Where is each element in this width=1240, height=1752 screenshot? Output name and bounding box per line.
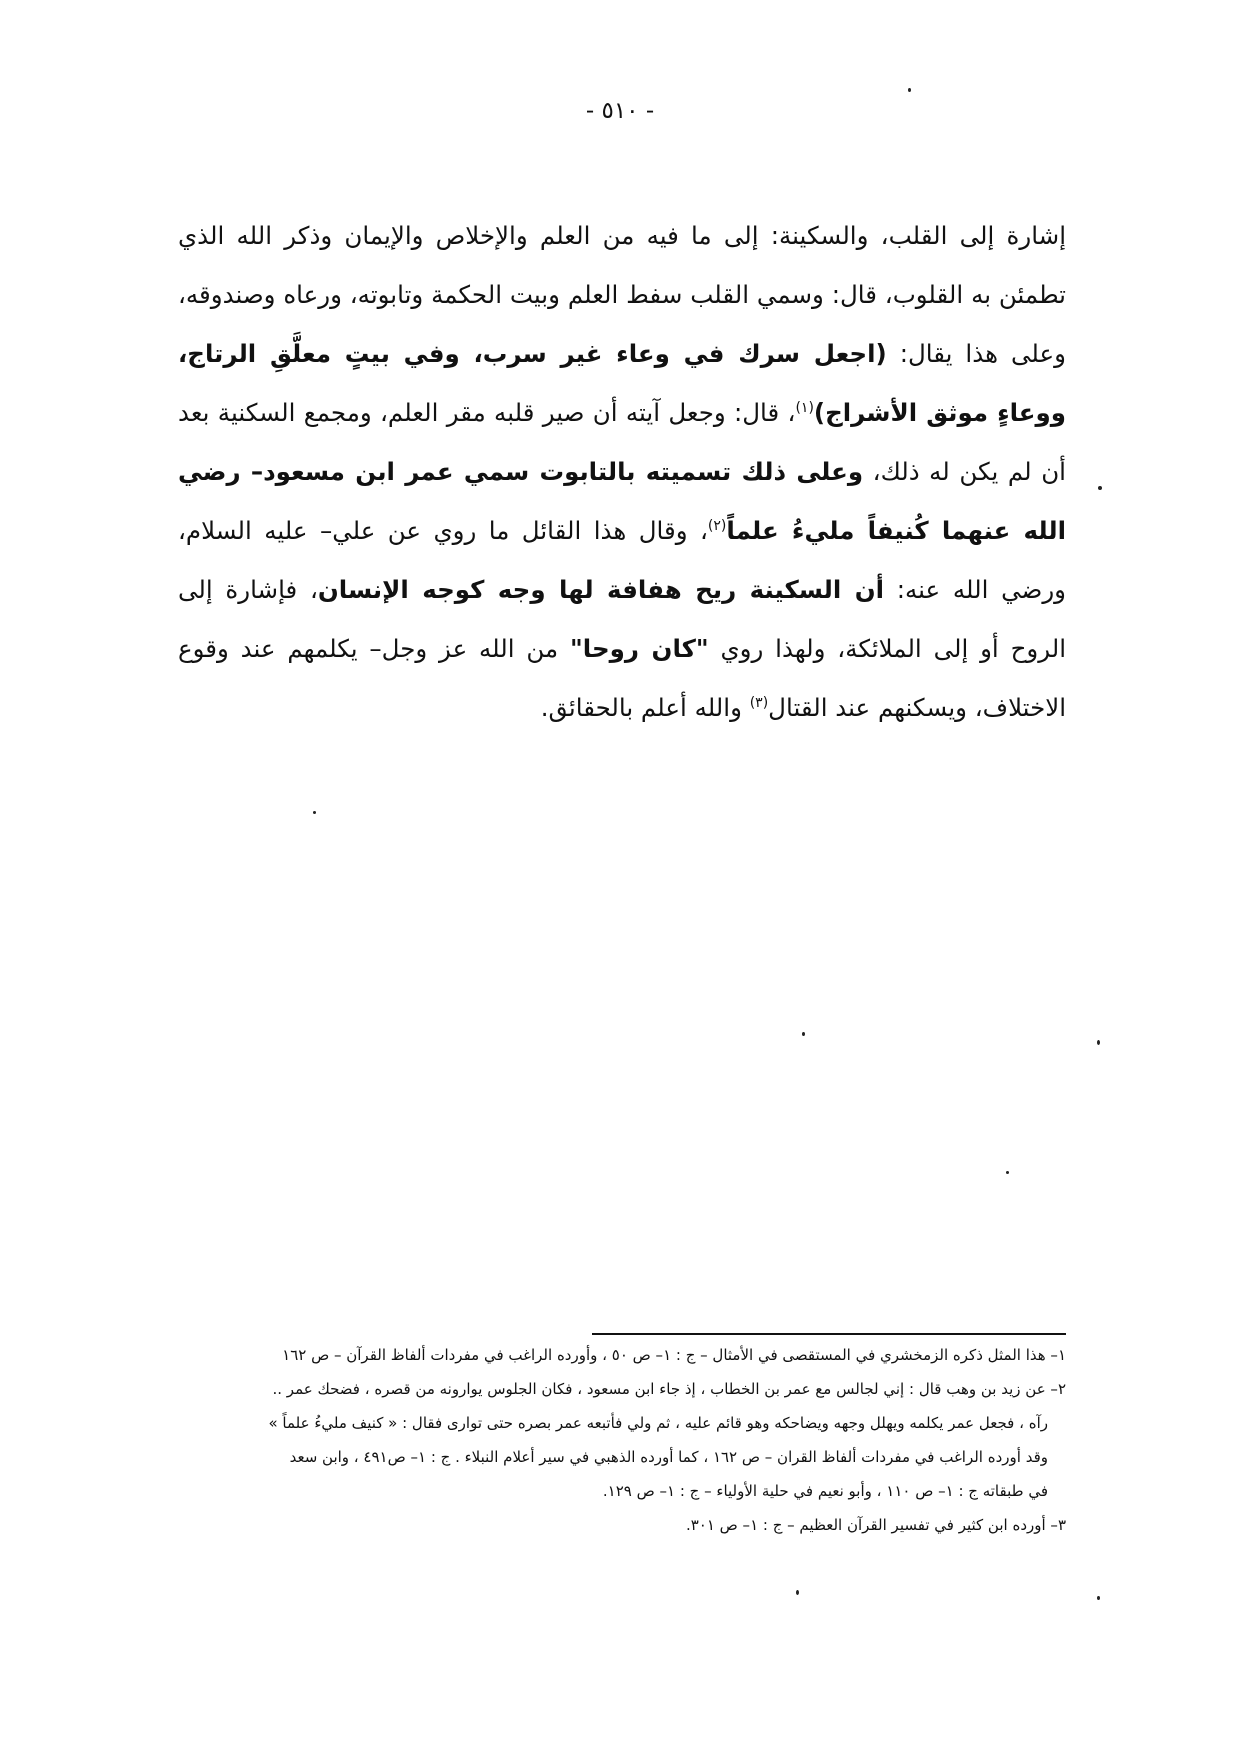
footnote-separator xyxy=(592,1333,1066,1335)
scan-speck xyxy=(313,811,316,814)
bold-phrase-tabut: وعلى ذلك تسميته بالتابوت سمي عمر ابن مسعود– رضي الله عنهما كُنيفاً مليءُ علماً xyxy=(178,457,1066,545)
footnote-ref-3: (٣) xyxy=(749,694,769,711)
footnote-2-line-2: رآه ، فجعل عمر يكلمه ويهلل وجهه ويضاحكه وهو قائم عليه ، ثم ولي فأتبعه عمر بصره حتى توارى فقال : « كنيف مليءُ علماً » xyxy=(268,1414,1048,1432)
main-paragraph xyxy=(178,206,1066,737)
page-number: - ٥١٠ - xyxy=(585,98,655,124)
scan-speck xyxy=(1097,1596,1100,1600)
paragraph-text-1: إشارة إلى القلب، والسكينة: إلى ما فيه من العلم والإخلاص والإيمان وذكر الله الذي تطمئن به القلوب، قال: وسمي القلب سفط العلم وبيت الحكمة وتابوته، ورعاه وصندوقه، وعلى هذا يقال: xyxy=(178,221,1066,368)
footnote-3 xyxy=(170,1508,1066,1542)
footnote-2-line-4: في طبقاته ج : ١– ص ١١٠ ، وأبو نعيم في حلية الأولياء – ج : ١– ص ١٢٩. xyxy=(602,1482,1048,1500)
scan-speck xyxy=(796,1590,799,1595)
footnote-2 xyxy=(170,1372,1066,1508)
scan-speck xyxy=(908,88,911,92)
paragraph-text-4: ، فإشارة إلى الروح أو إلى الملائكة، ولهذا روي xyxy=(178,575,1067,663)
scan-speck xyxy=(1097,1040,1100,1045)
scan-speck xyxy=(1098,486,1102,490)
footnote-1 xyxy=(170,1338,1066,1372)
proverb-quote: (اجعل سرك في وعاء غير سرب، وفي بيتٍ معلَّقِ الرتاج، ووعاءٍ موثق الأشراج) xyxy=(178,339,1066,427)
footnote-3-text: ٣– أورده ابن كثير في تفسير القرآن العظيم – ج : ١– ص ٣٠١. xyxy=(685,1516,1066,1534)
footnote-1-text: ١– هذا المثل ذكره الزمخشري في المستقصى في الأمثال – ج : ١– ص ٥٠ ، وأورده الراغب في مفردات ألفاظ القرآن – ص ١٦٢ xyxy=(282,1346,1066,1364)
paragraph-text-5: من الله عز وجل– يكلمهم عند وقوع الاختلاف، ويسكنهم عند القتال xyxy=(178,634,1066,722)
bold-phrase-ruh: "كان روحا" xyxy=(570,634,709,663)
footnote-ref-2: (٢) xyxy=(707,517,727,534)
scan-speck xyxy=(802,1032,805,1036)
paragraph-text-3: ، وقال هذا القائل ما روي عن علي– عليه السلام، ورضي الله عنه: xyxy=(178,516,1067,604)
footnotes xyxy=(170,1338,1066,1542)
scan-speck xyxy=(1006,1171,1009,1174)
bold-phrase-sakina: أن السكينة ريح هفافة لها وجه كوجه الإنسان xyxy=(317,575,885,604)
footnote-2-line-3: وقد أورده الراغب في مفردات ألفاظ القران – ص ١٦٢ ، كما أورده الذهبي في سير أعلام النبلاء . ج : ١– ص٤٩١ ، وابن سعد xyxy=(289,1448,1048,1466)
footnote-ref-1: (١) xyxy=(795,399,814,416)
paragraph-text-6: والله أعلم بالحقائق. xyxy=(540,693,750,722)
paragraph-text-2: ، قال: وجعل آيته أن صير قلبه مقر العلم، ومجمع السكنية بعد أن لم يكن له ذلك، xyxy=(178,398,1066,486)
footnote-2-line-1: ٢– عن زيد بن وهب قال : إني لجالس مع عمر بن الخطاب ، إذ جاء ابن مسعود ، فكان الجلوس يوارونه من قصره ، فضحك عمر .. xyxy=(272,1380,1066,1398)
